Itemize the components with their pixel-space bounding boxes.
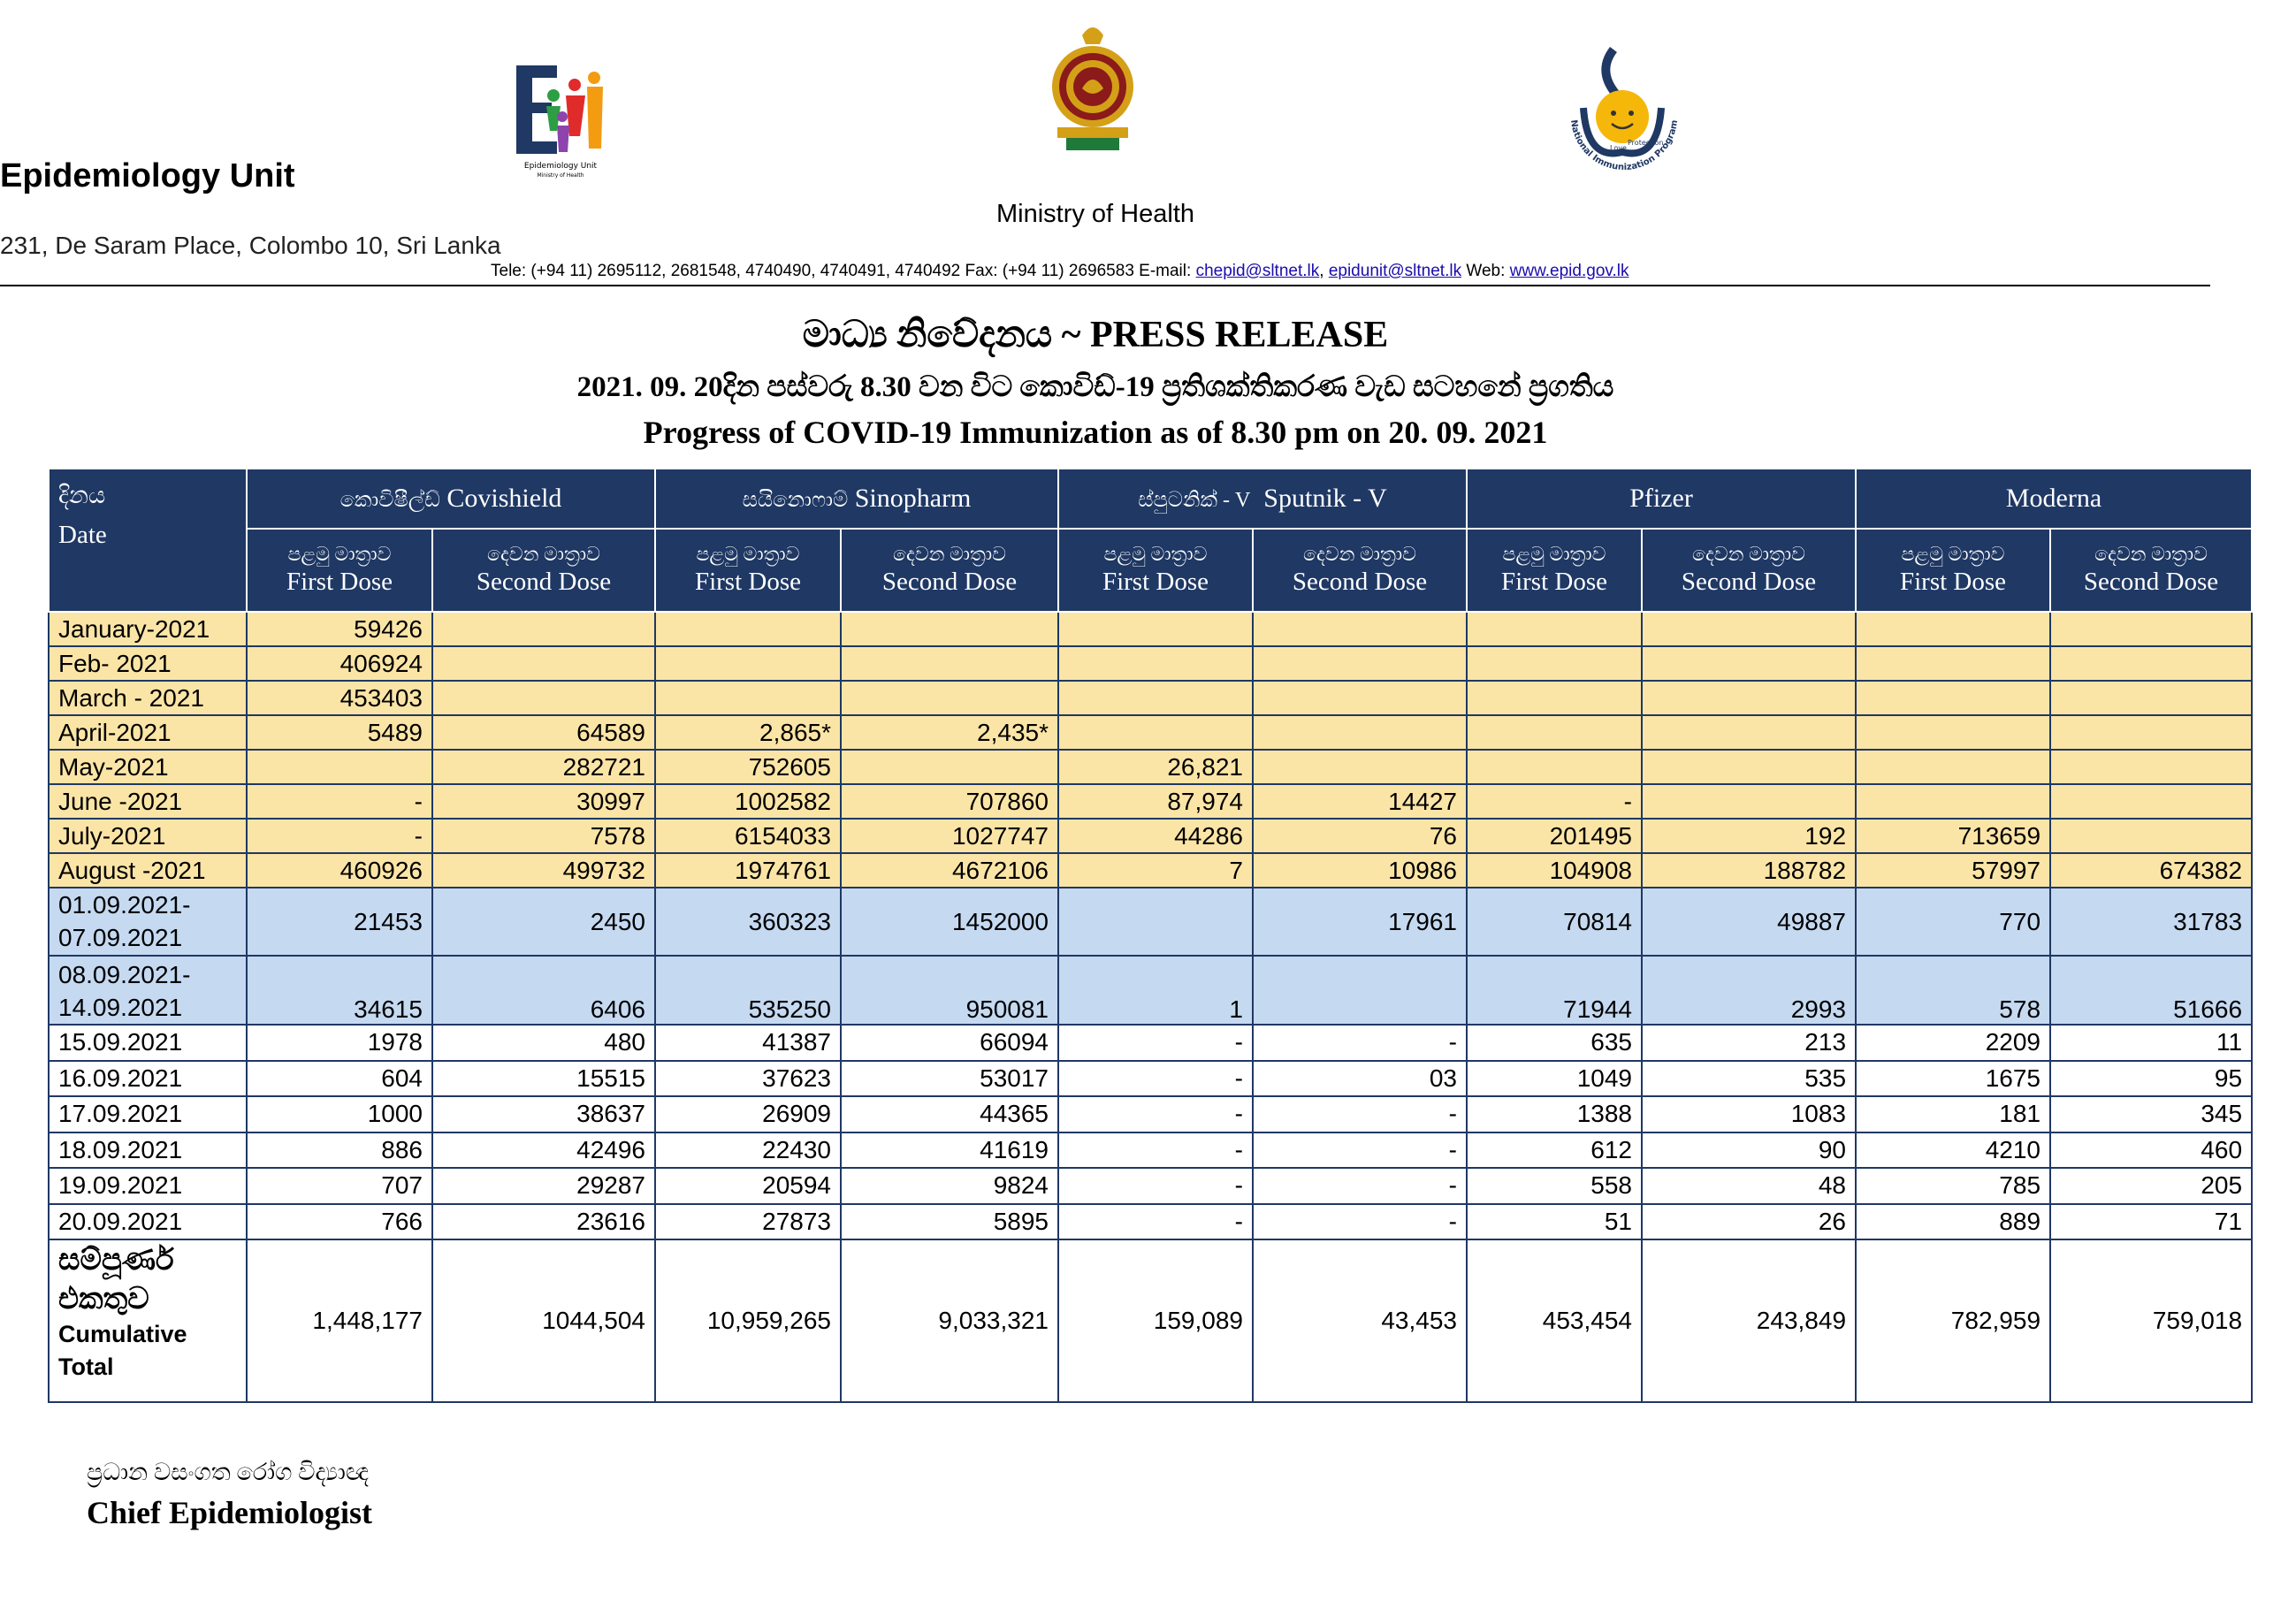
- first-dose-sinhala: පළමු මාත්‍රාව: [1103, 543, 1208, 566]
- table-cell: 213: [1642, 1025, 1856, 1061]
- table-cell: [1467, 612, 1642, 646]
- table-cell: 44286: [1058, 819, 1253, 853]
- table-cell: 6154033: [655, 819, 841, 853]
- second-dose-sinhala: දෙවන මාත්‍රාව: [1303, 543, 1416, 566]
- second-dose-sinhala: දෙවන මාත්‍රාව: [893, 543, 1006, 566]
- table-cell: 26909: [655, 1096, 841, 1132]
- table-cell: 6406: [432, 956, 655, 1025]
- table-cell: 71: [2050, 1204, 2252, 1240]
- row-date: May-2021: [49, 750, 247, 784]
- table-cell: [432, 681, 655, 715]
- table-cell: [1856, 681, 2050, 715]
- table-cell: 4672106: [841, 853, 1058, 888]
- table-cell: 1027747: [841, 819, 1058, 853]
- table-cell: 14427: [1253, 784, 1467, 819]
- vaccine-header-covishield: [247, 469, 655, 529]
- row-date: July-2021: [49, 819, 247, 853]
- table-cell: 785: [1856, 1168, 2050, 1204]
- table-cell: -: [247, 784, 432, 819]
- signature-title-english: Chief Epidemiologist: [87, 1495, 373, 1530]
- first-dose-header: [1058, 529, 1253, 612]
- second-dose-english: Second Dose: [476, 567, 612, 596]
- table-cell: 770: [1856, 888, 2050, 956]
- total-cell: 453,454: [1467, 1239, 1642, 1402]
- table-cell: [1642, 784, 1856, 819]
- table-cell: 1: [1058, 956, 1253, 1025]
- vaccine-header-moderna: [1856, 469, 2252, 529]
- table-cell: [2050, 612, 2252, 646]
- table-row: [49, 956, 2252, 1025]
- total-label-english: Cumulative Total: [58, 1321, 187, 1380]
- table-cell: 9824: [841, 1168, 1058, 1204]
- table-cell: -: [1253, 1025, 1467, 1061]
- first-dose-header: [655, 529, 841, 612]
- table-cell: 1049: [1467, 1061, 1642, 1097]
- table-cell: [1058, 681, 1253, 715]
- table-cell: 26,821: [1058, 750, 1253, 784]
- table-cell: [1856, 715, 2050, 750]
- table-cell: 2209: [1856, 1025, 2050, 1061]
- total-cell: 9,033,321: [841, 1239, 1058, 1402]
- vaccine-name-english: Pfizer: [1629, 484, 1693, 513]
- table-cell: 453403: [247, 681, 432, 715]
- vaccine-header-sinopharm: [655, 469, 1058, 529]
- table-row: [49, 853, 2252, 888]
- table-row: [49, 646, 2252, 681]
- table-cell: 2,435*: [841, 715, 1058, 750]
- table-cell: 17961: [1253, 888, 1467, 956]
- signature-title-sinhala: ප්‍රධාන වසංගත රෝග විද්‍යාඥ: [87, 1459, 370, 1485]
- table-cell: [1642, 715, 1856, 750]
- table-cell: 674382: [2050, 853, 2252, 888]
- table-cell: [1058, 888, 1253, 956]
- first-dose-sinhala: පළමු මාත්‍රාව: [1901, 543, 2005, 566]
- table-cell: [1253, 750, 1467, 784]
- row-date: August -2021: [49, 853, 247, 888]
- table-cell: 41619: [841, 1132, 1058, 1169]
- table-cell: [1856, 750, 2050, 784]
- subtitle-english: Progress of COVID-19 Immunization as of 8.30 pm on 20. 09. 2021: [643, 415, 1548, 450]
- table-cell: 707860: [841, 784, 1058, 819]
- cumulative-total-label: [49, 1239, 247, 1402]
- table-cell: 23616: [432, 1204, 655, 1240]
- row-date: March - 2021: [49, 681, 247, 715]
- table-cell: 205: [2050, 1168, 2252, 1204]
- table-cell: 41387: [655, 1025, 841, 1061]
- table-cell: [1058, 612, 1253, 646]
- total-cell: 10,959,265: [655, 1239, 841, 1402]
- vaccine-name-english: Covishield: [446, 484, 562, 513]
- second-dose-header: [1253, 529, 1467, 612]
- first-dose-english: First Dose: [1500, 567, 1608, 596]
- svg-text:Protection: Protection: [1628, 139, 1664, 147]
- table-cell: 38637: [432, 1096, 655, 1132]
- table-cell: [1467, 646, 1642, 681]
- vaccine-name-english: Sinopharm: [854, 484, 972, 513]
- table-row: [49, 819, 2252, 853]
- table-cell: 66094: [841, 1025, 1058, 1061]
- table-cell: 1388: [1467, 1096, 1642, 1132]
- vaccine-name-english: Moderna: [2005, 484, 2102, 513]
- total-cell: 1044,504: [432, 1239, 655, 1402]
- row-date: Feb- 2021: [49, 646, 247, 681]
- table-cell: 30997: [432, 784, 655, 819]
- table-cell: 5895: [841, 1204, 1058, 1240]
- table-cell: 59426: [247, 612, 432, 646]
- table-row: [49, 612, 2252, 646]
- table-row: [49, 784, 2252, 819]
- table-cell: [247, 750, 432, 784]
- table-cell: -: [1253, 1204, 1467, 1240]
- table-row: [49, 1096, 2252, 1132]
- table-cell: [1253, 956, 1467, 1025]
- table-cell: [1642, 681, 1856, 715]
- table-cell: 460: [2050, 1132, 2252, 1169]
- table-cell: [1642, 612, 1856, 646]
- row-date: 20.09.2021: [49, 1204, 247, 1240]
- contact-line: [491, 262, 1629, 281]
- website-link[interactable]: www.epid.gov.lk: [1509, 262, 1629, 280]
- table-cell: 31783: [2050, 888, 2252, 956]
- first-dose-sinhala: පළමු මාත්‍රාව: [696, 543, 800, 566]
- table-cell: [841, 612, 1058, 646]
- table-cell: 2,865*: [655, 715, 841, 750]
- table-cell: 406924: [247, 646, 432, 681]
- organization-name: Epidemiology Unit: [0, 157, 295, 194]
- table-cell: 76: [1253, 819, 1467, 853]
- table-cell: 90: [1642, 1132, 1856, 1169]
- table-cell: 635: [1467, 1025, 1642, 1061]
- row-date: 18.09.2021: [49, 1132, 247, 1169]
- table-cell: [1253, 646, 1467, 681]
- table-cell: [1642, 750, 1856, 784]
- second-dose-english: Second Dose: [881, 567, 1018, 596]
- first-dose-sinhala: පළමු මාත්‍රාව: [287, 543, 392, 566]
- first-dose-english: First Dose: [286, 567, 393, 596]
- table-cell: 53017: [841, 1061, 1058, 1097]
- second-dose-sinhala: දෙවන මාත්‍රාව: [2094, 543, 2208, 566]
- table-cell: 558: [1467, 1168, 1642, 1204]
- table-cell: -: [1058, 1132, 1253, 1169]
- second-dose-header: [1642, 529, 1856, 612]
- table-cell: 34615: [247, 956, 432, 1025]
- vaccine-name-english: Sputnik - V: [1263, 484, 1387, 513]
- cumulative-total-row: [49, 1239, 2252, 1402]
- table-cell: 37623: [655, 1061, 841, 1097]
- table-cell: [841, 750, 1058, 784]
- table-row: [49, 681, 2252, 715]
- table-cell: 10986: [1253, 853, 1467, 888]
- table-cell: 70814: [1467, 888, 1642, 956]
- header-divider: [0, 285, 2210, 286]
- table-cell: 2450: [432, 888, 655, 956]
- table-cell: 22430: [655, 1132, 841, 1169]
- vaccine-name-sinhala: ස්පුටනික් - V: [1138, 489, 1251, 512]
- table-cell: 20594: [655, 1168, 841, 1204]
- table-cell: 201495: [1467, 819, 1642, 853]
- total-label-sinhala: සම්පූර්ණ එකතුව: [58, 1243, 174, 1316]
- table-cell: [1467, 750, 1642, 784]
- sri-lanka-emblem: [1049, 18, 1137, 154]
- svg-text:Epidemiology Unit: Epidemiology Unit: [523, 162, 598, 171]
- email-link-chepid[interactable]: chepid@sltnet.lk: [1195, 262, 1320, 280]
- dose-header-row: [49, 529, 2252, 612]
- total-cell: 43,453: [1253, 1239, 1467, 1402]
- table-cell: -: [247, 819, 432, 853]
- second-dose-header: [841, 529, 1058, 612]
- table-row: [49, 750, 2252, 784]
- email-link-epidunit[interactable]: epidunit@sltnet.lk: [1328, 262, 1462, 280]
- table-cell: 1978: [247, 1025, 432, 1061]
- table-cell: 1974761: [655, 853, 841, 888]
- table-cell: 27873: [655, 1204, 841, 1240]
- table-cell: 752605: [655, 750, 841, 784]
- first-dose-header: [1467, 529, 1642, 612]
- table-cell: [2050, 819, 2252, 853]
- table-cell: 535250: [655, 956, 841, 1025]
- table-cell: [2050, 750, 2252, 784]
- table-cell: 188782: [1642, 853, 1856, 888]
- press-release-title: මාධ්‍ය නිවේදනය ~ PRESS RELEASE: [802, 315, 1389, 355]
- table-cell: 707: [247, 1168, 432, 1204]
- first-dose-header: [247, 529, 432, 612]
- table-cell: [655, 612, 841, 646]
- first-dose-english: First Dose: [1102, 567, 1209, 596]
- table-cell: 1000: [247, 1096, 432, 1132]
- row-date: January-2021: [49, 612, 247, 646]
- row-date: 19.09.2021: [49, 1168, 247, 1204]
- table-cell: -: [1058, 1061, 1253, 1097]
- row-date: April-2021: [49, 715, 247, 750]
- table-cell: 713659: [1856, 819, 2050, 853]
- row-date: 17.09.2021: [49, 1096, 247, 1132]
- table-cell: 499732: [432, 853, 655, 888]
- table-cell: 104908: [1467, 853, 1642, 888]
- date-header-english: Date: [58, 521, 107, 549]
- second-dose-english: Second Dose: [1292, 567, 1428, 596]
- total-cell: 782,959: [1856, 1239, 2050, 1402]
- table-cell: -: [1058, 1025, 1253, 1061]
- row-date: 15.09.2021: [49, 1025, 247, 1061]
- table-cell: [1253, 715, 1467, 750]
- second-dose-sinhala: දෙවන මාත්‍රාව: [487, 543, 600, 566]
- table-cell: 604: [247, 1061, 432, 1097]
- table-cell: 57997: [1856, 853, 2050, 888]
- table-row: [49, 1132, 2252, 1169]
- svg-text:National Immunization Programm: National Immunization Program: [1568, 118, 1681, 173]
- table-cell: 95: [2050, 1061, 2252, 1097]
- row-date: 08.09.2021- 14.09.2021: [49, 956, 247, 1025]
- second-dose-header: [432, 529, 655, 612]
- table-cell: 282721: [432, 750, 655, 784]
- first-dose-english: First Dose: [1899, 567, 2007, 596]
- table-cell: 181: [1856, 1096, 2050, 1132]
- table-cell: 345: [2050, 1096, 2252, 1132]
- total-cell: 159,089: [1058, 1239, 1253, 1402]
- table-cell: [1058, 646, 1253, 681]
- table-cell: 1675: [1856, 1061, 2050, 1097]
- table-cell: [1856, 784, 2050, 819]
- table-cell: [655, 646, 841, 681]
- table-row: [49, 1168, 2252, 1204]
- svg-text:Ministry of Health: Ministry of Health: [537, 172, 584, 179]
- table-cell: 4210: [1856, 1132, 2050, 1169]
- ministry-name: Ministry of Health: [995, 200, 1194, 228]
- table-cell: 535: [1642, 1061, 1856, 1097]
- table-cell: [2050, 681, 2252, 715]
- table-cell: [432, 646, 655, 681]
- table-cell: [1856, 646, 2050, 681]
- table-cell: [2050, 646, 2252, 681]
- table-cell: [1467, 715, 1642, 750]
- first-dose-english: First Dose: [694, 567, 802, 596]
- total-cell: 1,448,177: [247, 1239, 432, 1402]
- table-cell: -: [1253, 1132, 1467, 1169]
- contact-phone-fax: Tele: (+94 11) 2695112, 2681548, 4740490, 4740491, 4740492 Fax: (+94 11) 2696583 E-mail:: [491, 262, 1196, 280]
- date-column-header: [49, 469, 247, 612]
- row-date: 01.09.2021- 07.09.2021: [49, 888, 247, 956]
- table-cell: [1253, 681, 1467, 715]
- table-cell: 886: [247, 1132, 432, 1169]
- table-cell: 480: [432, 1025, 655, 1061]
- table-cell: 03: [1253, 1061, 1467, 1097]
- table-cell: -: [1467, 784, 1642, 819]
- table-cell: 950081: [841, 956, 1058, 1025]
- table-cell: 11: [2050, 1025, 2252, 1061]
- vaccine-name-sinhala: සයිනොෆාම්: [742, 489, 849, 512]
- table-row: [49, 888, 2252, 956]
- svg-text:Love: Love: [1610, 144, 1627, 152]
- table-cell: 889: [1856, 1204, 2050, 1240]
- total-cell: 759,018: [2050, 1239, 2252, 1402]
- table-row: [49, 1025, 2252, 1061]
- address: 231, De Saram Place, Colombo 10, Sri Lanka: [0, 232, 501, 259]
- table-cell: -: [1058, 1096, 1253, 1132]
- table-cell: 29287: [432, 1168, 655, 1204]
- vaccine-header-sputnik: [1058, 469, 1467, 529]
- date-header-sinhala: දිනය: [58, 482, 106, 508]
- table-cell: -: [1058, 1204, 1253, 1240]
- table-body: [49, 612, 2252, 1402]
- table-cell: [1253, 612, 1467, 646]
- table-cell: 44365: [841, 1096, 1058, 1132]
- table-cell: 48: [1642, 1168, 1856, 1204]
- row-date: 16.09.2021: [49, 1061, 247, 1097]
- table-cell: [2050, 715, 2252, 750]
- table-cell: 42496: [432, 1132, 655, 1169]
- second-dose-header: [2050, 529, 2252, 612]
- table-cell: 1452000: [841, 888, 1058, 956]
- table-cell: 87,974: [1058, 784, 1253, 819]
- table-cell: [1467, 681, 1642, 715]
- table-cell: 51: [1467, 1204, 1642, 1240]
- table-cell: 64589: [432, 715, 655, 750]
- table-cell: 192: [1642, 819, 1856, 853]
- contact-separator: ,: [1319, 262, 1329, 280]
- vaccine-name-sinhala: කොවිෂීල්ඩ්: [339, 489, 440, 512]
- table-cell: 15515: [432, 1061, 655, 1097]
- table-cell: 49887: [1642, 888, 1856, 956]
- table-cell: 578: [1856, 956, 2050, 1025]
- table-cell: -: [1253, 1168, 1467, 1204]
- subtitle-sinhala: 2021. 09. 20දින පස්වරු 8.30 වන විට කොවිඩ්-19 ප්‍රතිශක්තිකරණ වැඩ සටහනේ ප්‍රගතිය: [576, 371, 1614, 403]
- table-cell: 5489: [247, 715, 432, 750]
- table-row: [49, 1204, 2252, 1240]
- table-cell: 360323: [655, 888, 841, 956]
- immunization-progress-table: [48, 468, 2253, 1403]
- table-cell: 612: [1467, 1132, 1642, 1169]
- table-cell: 1083: [1642, 1096, 1856, 1132]
- table-cell: [1058, 715, 1253, 750]
- table-cell: -: [1253, 1096, 1467, 1132]
- table-cell: 21453: [247, 888, 432, 956]
- table-cell: 51666: [2050, 956, 2252, 1025]
- second-dose-english: Second Dose: [1681, 567, 1817, 596]
- first-dose-header: [1856, 529, 2050, 612]
- table-cell: 26: [1642, 1204, 1856, 1240]
- table-cell: -: [1058, 1168, 1253, 1204]
- vaccine-header-pfizer: [1467, 469, 1856, 529]
- table-cell: [841, 681, 1058, 715]
- table-cell: 2993: [1642, 956, 1856, 1025]
- table-cell: 766: [247, 1204, 432, 1240]
- table-cell: [1642, 646, 1856, 681]
- row-date: June -2021: [49, 784, 247, 819]
- second-dose-sinhala: දෙවන මාත්‍රාව: [1692, 543, 1805, 566]
- table-cell: [432, 612, 655, 646]
- first-dose-sinhala: පළමු මාත්‍රාව: [1502, 543, 1606, 566]
- second-dose-english: Second Dose: [2083, 567, 2219, 596]
- web-label: Web:: [1461, 262, 1510, 280]
- table-cell: [655, 681, 841, 715]
- table-cell: 460926: [247, 853, 432, 888]
- table-cell: 7: [1058, 853, 1253, 888]
- table-cell: [1856, 612, 2050, 646]
- table-row: [49, 1061, 2252, 1097]
- total-cell: 243,849: [1642, 1239, 1856, 1402]
- table-cell: [841, 646, 1058, 681]
- table-cell: 1002582: [655, 784, 841, 819]
- table-cell: [2050, 784, 2252, 819]
- table-cell: 7578: [432, 819, 655, 853]
- table-row: [49, 715, 2252, 750]
- table-cell: 71944: [1467, 956, 1642, 1025]
